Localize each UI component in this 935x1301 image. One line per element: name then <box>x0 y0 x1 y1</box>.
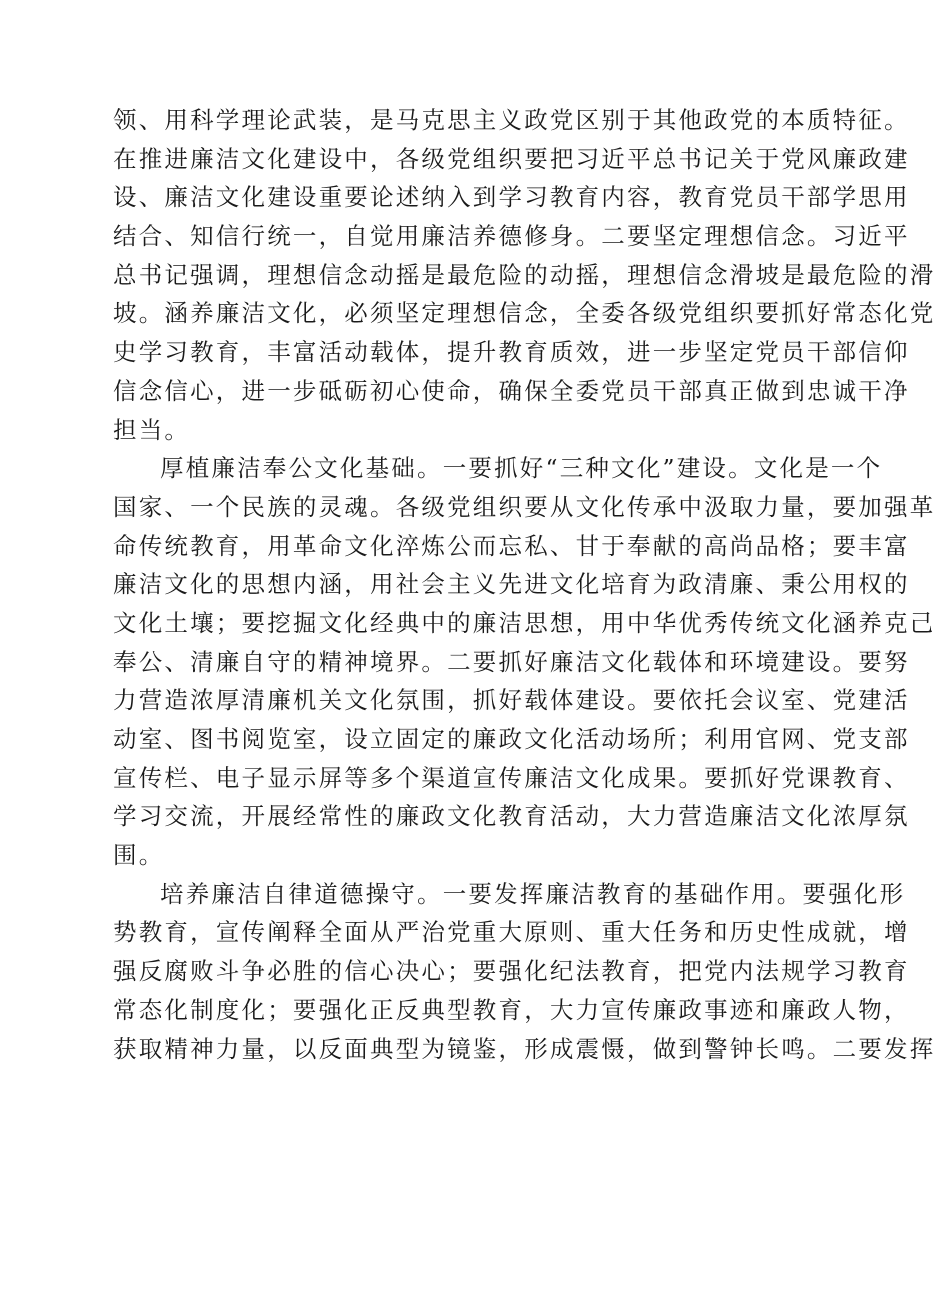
text-line: 命传统教育，用革命文化淬炼公而忘私、甘于奉献的高尚品格；要丰富 <box>113 531 910 560</box>
text-line: 国家、一个民族的灵魂。各级党组织要从文化传承中汲取力量，要加强革 <box>113 492 935 521</box>
paragraph-continuation <box>113 101 935 449</box>
text-line: 学习交流，开展经常性的廉政文化教育活动，大力营造廉洁文化浓厚氛 <box>113 802 910 831</box>
text-line: 史学习教育，丰富活动载体，提升教育质效，进一步坚定党员干部信仰 <box>113 338 910 367</box>
text-line: 领、用科学理论武装，是马克思主义政党区别于其他政党的本质特征。 <box>113 106 910 134</box>
text-line-first: 厚植廉洁奉公文化基础。一要抓好“三种文化”建设。文化是一个 <box>160 454 883 483</box>
text-line: 信念信心，进一步砥砺初心使命，确保全委党员干部真正做到忠诚干净 <box>113 376 910 405</box>
text-line: 结合、知信行统一，自觉用廉洁养德修身。二要坚定理想信念。习近平 <box>113 222 910 251</box>
text-line: 力营造浓厚清廉机关文化氛围，抓好载体建设。要依托会议室、党建活 <box>113 686 910 715</box>
text-line: 获取精神力量，以反面典型为镜鉴，形成震慑，做到警钟长鸣。二要发挥 <box>113 1034 935 1063</box>
text-line: 宣传栏、电子显示屏等多个渠道宣传廉洁文化成果。要抓好党课教育、 <box>113 763 910 792</box>
text-line: 常态化制度化；要强化正反典型教育，大力宣传廉政事迹和廉政人物， <box>113 995 910 1024</box>
text-line-first: 培养廉洁自律道德操守。一要发挥廉洁教育的基础作用。要强化形 <box>160 879 906 908</box>
paragraph-culture-foundation <box>113 449 935 875</box>
text-line: 担当。 <box>113 415 191 444</box>
text-line: 强反腐败斗争必胜的信心决心；要强化纪法教育，把党内法规学习教育 <box>113 957 910 986</box>
document-body <box>113 101 935 1068</box>
text-line: 文化土壤；要挖掘文化经典中的廉洁思想，用中华优秀传统文化涵养克己 <box>113 608 935 637</box>
text-line: 坡。涵养廉洁文化，必须坚定理想信念，全委各级党组织要抓好常态化党 <box>113 299 935 328</box>
text-line: 总书记强调，理想信念动摇是最危险的动摇，理想信念滑坡是最危险的滑 <box>113 260 935 289</box>
text-line: 设、廉洁文化建设重要论述纳入到学习教育内容，教育党员干部学思用 <box>113 183 910 212</box>
text-line: 在推进廉洁文化建设中，各级党组织要把习近平总书记关于党风廉政建 <box>113 144 910 173</box>
text-line: 廉洁文化的思想内涵，用社会主义先进文化培育为政清廉、秉公用权的 <box>113 570 910 599</box>
text-line: 奉公、清廉自守的精神境界。二要抓好廉洁文化载体和环境建设。要努 <box>113 647 910 676</box>
paragraph-self-discipline <box>113 875 935 1068</box>
text-line: 势教育，宣传阐释全面从严治党重大原则、重大任务和历史性成就，增 <box>113 918 910 947</box>
text-line: 动室、图书阅览室，设立固定的廉政文化活动场所；利用官网、党支部 <box>113 725 910 753</box>
text-line: 围。 <box>113 841 165 870</box>
